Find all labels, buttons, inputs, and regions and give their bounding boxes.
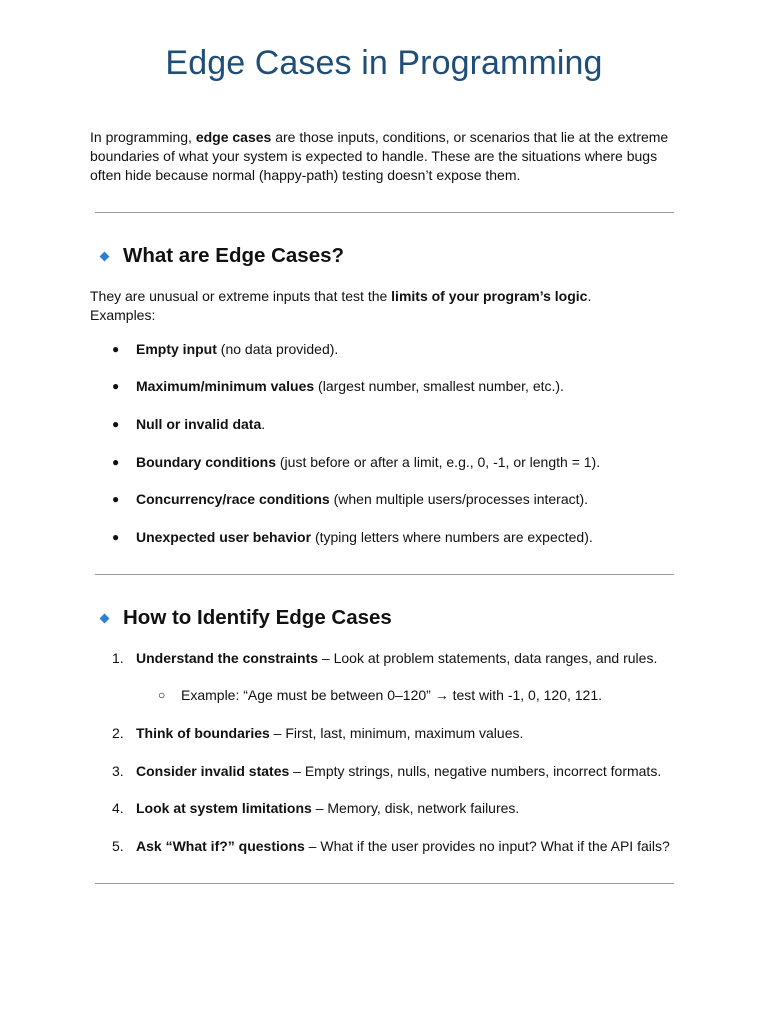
bullet-icon: ● — [112, 417, 120, 431]
list-number: 5. — [112, 838, 124, 854]
section-heading-what-are-edge-cases — [98, 244, 344, 268]
list-number: 3. — [112, 763, 124, 779]
list-item-text: (just before or after a limit, e.g., 0, -1, or length = 1). — [276, 454, 601, 470]
list-item-text: – Memory, disk, network failures. — [311, 800, 520, 816]
list-item-bold: Think of boundaries — [136, 725, 270, 741]
list-number: 2. — [112, 725, 124, 741]
section-1-heading-text: What are Edge Cases? — [123, 244, 345, 267]
list-item-text: (typing letters where numbers are expected). — [311, 529, 593, 545]
list-item-bold: Boundary conditions — [136, 454, 276, 470]
intro-paragraph — [90, 128, 680, 185]
section-1-lead-start: They are unusual or extreme inputs that test the — [90, 288, 392, 304]
bullet-icon: ● — [112, 492, 120, 506]
section-heading-how-to-identify — [98, 606, 392, 630]
divider-3 — [95, 883, 674, 884]
divider-1 — [95, 212, 674, 213]
bullet-icon: ● — [112, 455, 120, 469]
list-item-text: – What if the user provides no input? What if the API fails? — [304, 838, 670, 854]
diamond-bullet-icon — [100, 251, 110, 261]
hollow-circle-bullet-icon: ○ — [158, 688, 166, 702]
list-item-bold: Ask “What if?” questions — [136, 838, 305, 854]
list-number: 1. — [112, 650, 124, 666]
section-1-lead-bold: limits of your program’s logic — [391, 288, 588, 304]
list-item-bold: Consider invalid states — [136, 763, 290, 779]
section-1-lead-line2: Examples: — [90, 307, 156, 323]
diamond-bullet-icon — [100, 613, 110, 623]
intro-text-end: are those inputs, conditions, or scenarios that lie at the extreme boundaries of what your system is expected to handle. These are the situations where bugs often hide because normal (happy-path) testing doesn’t expose them. — [90, 129, 669, 183]
bullet-icon: ● — [112, 342, 120, 356]
list-item-bold: Concurrency/race conditions — [136, 491, 330, 507]
list-item-text: – Empty strings, nulls, negative numbers, incorrect formats. — [289, 763, 662, 779]
bullet-icon: ● — [112, 530, 120, 544]
divider-2 — [95, 574, 674, 575]
bullet-icon: ● — [112, 379, 120, 393]
intro-text-start: In programming, — [90, 129, 196, 145]
list-item-bold: Null or invalid data — [136, 416, 262, 432]
list-item-text: (no data provided). — [216, 341, 339, 357]
list-item-text: – First, last, minimum, maximum values. — [269, 725, 524, 741]
list-item-bold: Maximum/minimum values — [136, 378, 315, 394]
page-title: Edge Cases in Programming — [165, 44, 603, 82]
list-item-bold: Look at system limitations — [136, 800, 312, 816]
list-item-bold: Unexpected user behavior — [136, 529, 312, 545]
section-1-lead-end: . — [587, 288, 592, 304]
section-1-lead — [90, 287, 680, 325]
list-item-bold: Understand the constraints — [136, 650, 319, 666]
list-item-text: – Look at problem statements, data ranges, and rules. — [318, 650, 658, 666]
list-item-text: (when multiple users/processes interact). — [329, 491, 589, 507]
list-item-bold: Empty input — [136, 341, 217, 357]
list-number: 4. — [112, 800, 124, 816]
list-item-text: (largest number, smallest number, etc.). — [314, 378, 564, 394]
intro-bold-term: edge cases — [195, 129, 272, 145]
list-item-text: . — [261, 416, 266, 432]
section-2-heading-text: How to Identify Edge Cases — [123, 606, 392, 629]
sub-list-item-text: Example: “Age must be between 0–120” → test with -1, 0, 120, 121. — [181, 687, 603, 703]
